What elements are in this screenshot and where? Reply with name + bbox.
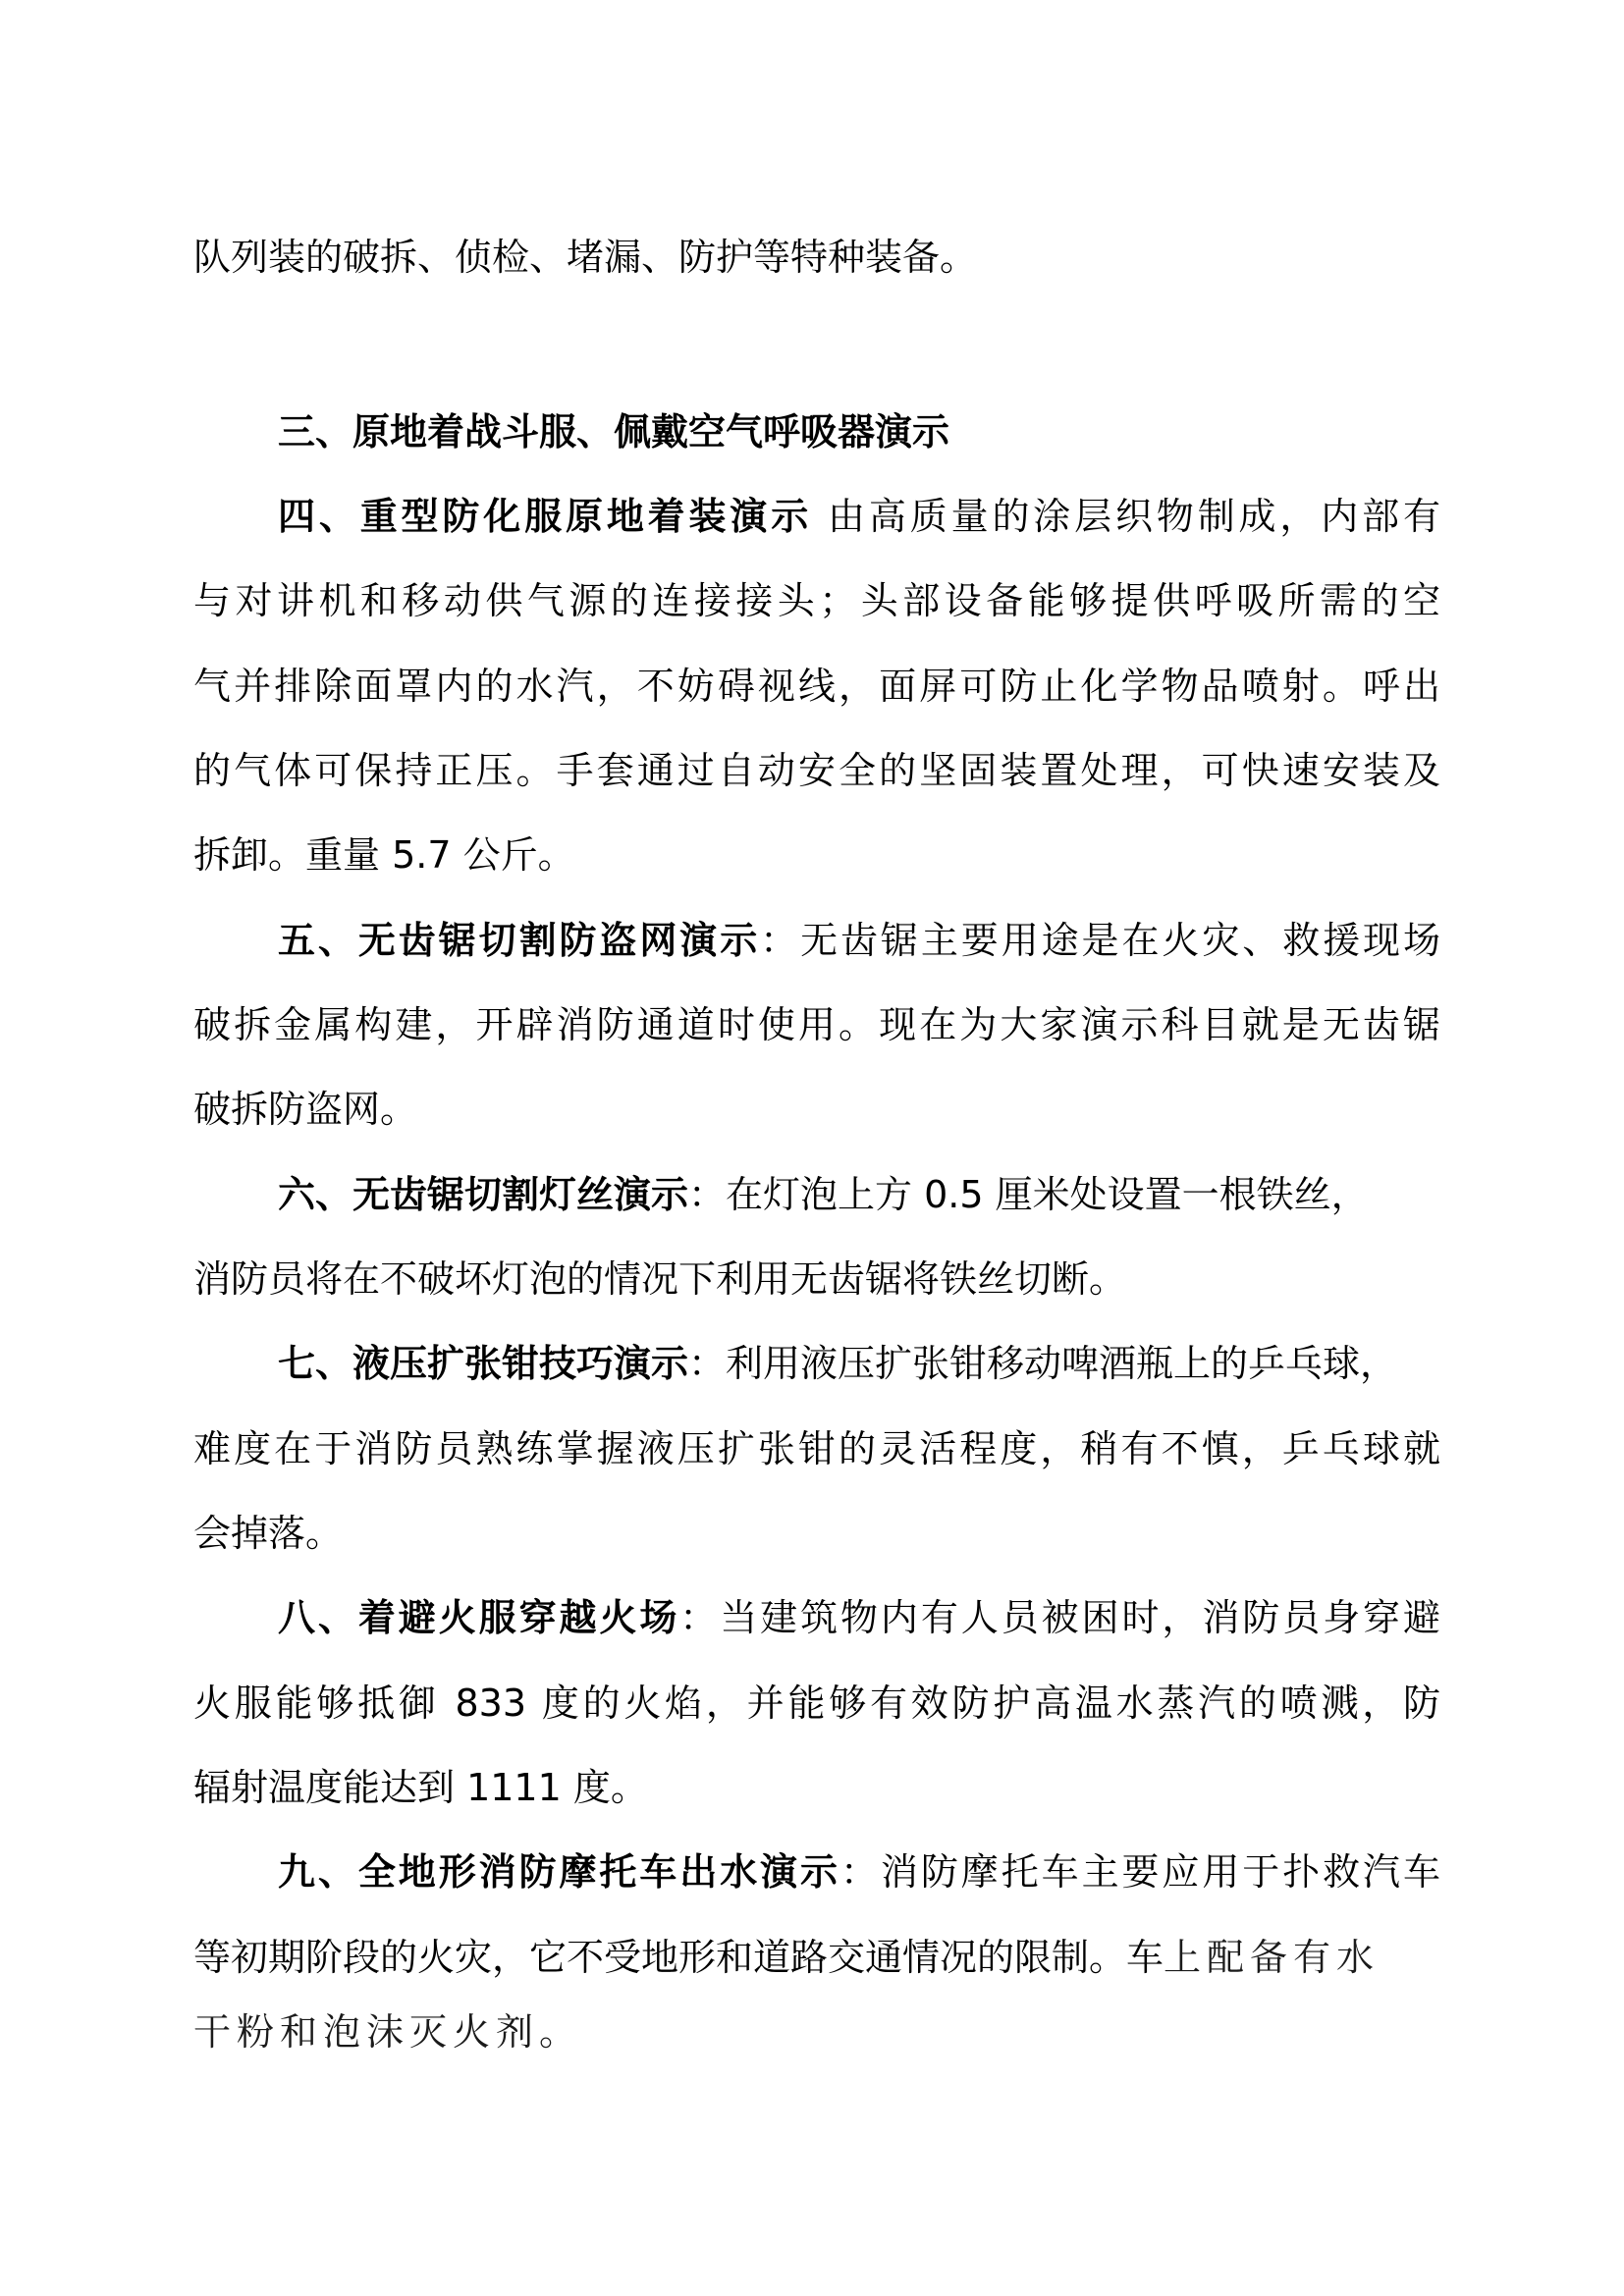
section-heading-8: 八、着避火服穿越火场 [278, 1596, 680, 1639]
body-line [193, 831, 1440, 879]
body-text: ：在灯泡上方 0.5 厘米处设置一根铁丝， [688, 1173, 1369, 1216]
body-text: 难度在于消防员熟练掌握液压扩张钳的灵活程度，稍有不慎，乒乓球就 [193, 1427, 1440, 1470]
section-heading-3 [278, 408, 1440, 455]
section-heading-7: 七、液压扩张钳技巧演示 [278, 1342, 689, 1385]
body-line [193, 1510, 1440, 1557]
body-line [193, 1680, 1440, 1727]
body-text: 队列装的破拆、侦检、堵漏、防护等特种装备。 [193, 236, 978, 279]
body-line [193, 1764, 1440, 1811]
body-text: 与对讲机和移动供气源的连接接头；头部设备能够提供呼吸所需的空 [193, 579, 1440, 622]
section-6-first-line [278, 1171, 1440, 1218]
body-text: ：消防摩托车主要应用于扑救汽车 [840, 1850, 1440, 1894]
section-heading-6: 六、无齿锯切割灯丝演示 [278, 1173, 689, 1216]
body-text-serif: 干粉和泡沫灭火剂。 [193, 2010, 583, 2054]
body-line [193, 1255, 1440, 1303]
heading-text: 三、原地着战斗服、佩戴空气呼吸器演示 [278, 410, 950, 454]
section-5-first-line [278, 917, 1440, 964]
body-text: 的气体可保持正压。手套通过自动安全的坚固装置处理，可快速安装及 [193, 749, 1440, 792]
section-9-first-line [278, 1848, 1440, 1896]
body-text: ：当建筑物内有人员被困时，消防员身穿避 [679, 1596, 1440, 1639]
body-text: 由高质量的涂层织物制成，内部有 [812, 495, 1440, 538]
body-text: 等初期阶段的火灾，它不受地形和道路交通情况的限制。车 [193, 1936, 1164, 1979]
body-text: 拆卸。重量 5.7 公斤。 [193, 833, 575, 877]
body-text: 消防员将在不破坏灯泡的情况下利用无齿锯将铁丝切断。 [193, 1257, 1127, 1301]
body-text-serif: 上配备有水 [1164, 1936, 1380, 1979]
section-heading-9: 九、全地形消防摩托车出水演示 [278, 1850, 840, 1894]
body-line [193, 1001, 1440, 1048]
body-line [193, 1086, 1440, 1133]
body-text: 破拆金属构建，开辟消防通道时使用。现在为大家演示科目就是无齿锯 [193, 1003, 1440, 1046]
body-text: ：无齿锯主要用途是在火灾、救援现场 [760, 919, 1440, 962]
body-line [193, 2008, 1440, 2056]
body-line [193, 663, 1440, 710]
body-text: ：利用液压扩张钳移动啤酒瓶上的乒乓球， [688, 1342, 1398, 1385]
section-8-first-line [278, 1594, 1440, 1641]
body-text: 火服能够抵御 833 度的火焰，并能够有效防护高温水蒸汽的喷溅，防 [193, 1682, 1440, 1725]
body-line [193, 577, 1440, 624]
body-text: 辐射温度能达到 1111 度。 [193, 1766, 648, 1809]
paragraph-continuation [193, 234, 1440, 281]
body-line [193, 1934, 1440, 1981]
section-heading-4: 四、重型防化服原地着装演示 [278, 495, 813, 538]
section-4-first-line [278, 493, 1440, 540]
body-text: 破拆防盗网。 [193, 1088, 418, 1131]
body-text: 会掉落。 [193, 1512, 344, 1555]
body-text: 气并排除面罩内的水汽，不妨碍视线，面屏可防止化学物品喷射。呼出 [193, 665, 1440, 708]
body-line [193, 1425, 1440, 1472]
section-7-first-line [278, 1340, 1440, 1387]
section-heading-5: 五、无齿锯切割防盗网演示 [278, 919, 761, 962]
body-line [193, 747, 1440, 794]
